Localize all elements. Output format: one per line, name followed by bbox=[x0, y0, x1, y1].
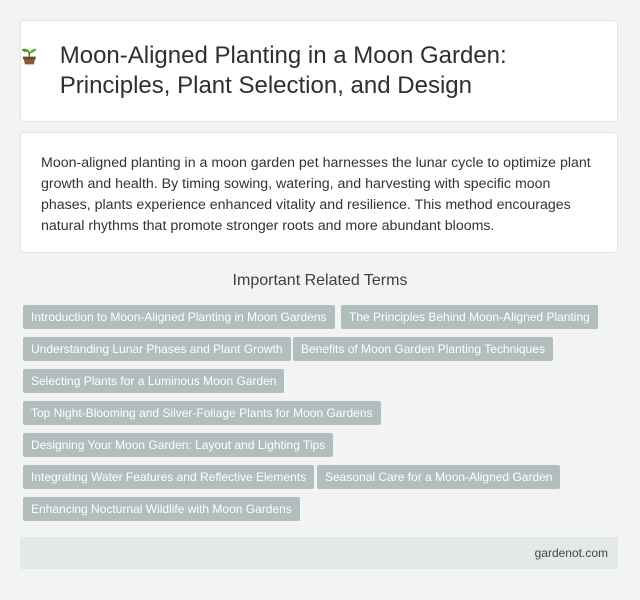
title-wrap bbox=[21, 41, 617, 101]
footer bbox=[20, 537, 618, 569]
related-term-tag[interactable]: Benefits of Moon Garden Planting Techniques bbox=[293, 337, 553, 361]
footer-site-link[interactable]: gardenot.com bbox=[534, 546, 608, 560]
related-term-tag[interactable]: Introduction to Moon-Aligned Planting in Moon Gardens bbox=[23, 305, 335, 329]
related-terms-heading: Important Related Terms bbox=[232, 272, 408, 289]
page-title: Moon-Aligned Planting in a Moon Garden: Principles, Plant Selection, and Design bbox=[59, 42, 507, 99]
sprout-icon bbox=[21, 41, 38, 71]
related-term-tag[interactable]: Seasonal Care for a Moon-Aligned Garden bbox=[317, 465, 560, 489]
intro-card bbox=[20, 132, 618, 253]
related-term-tag[interactable]: Understanding Lunar Phases and Plant Growth bbox=[23, 337, 291, 361]
intro-text: Moon-aligned planting in a moon garden pet harnesses the lunar cycle to optimize plant growth and health. By timing sowing, watering, and harvesting with specific moon phases, plants experience enhanced vitality and resilience. This method encourages natural rhythms that promote stronger roots and more abundant blooms. bbox=[41, 155, 591, 234]
related-term-tag[interactable]: The Principles Behind Moon-Aligned Planting bbox=[341, 305, 598, 329]
title-card bbox=[20, 20, 618, 122]
related-term-tag[interactable]: Enhancing Nocturnal Wildlife with Moon Gardens bbox=[23, 497, 300, 521]
related-term-tag[interactable]: Selecting Plants for a Luminous Moon Garden bbox=[23, 369, 284, 393]
related-term-tag[interactable]: Top Night-Blooming and Silver-Foliage Plants for Moon Gardens bbox=[23, 401, 381, 425]
related-term-tag[interactable]: Designing Your Moon Garden: Layout and Lighting Tips bbox=[23, 433, 333, 457]
related-term-tag[interactable]: Integrating Water Features and Reflective Elements bbox=[23, 465, 314, 489]
